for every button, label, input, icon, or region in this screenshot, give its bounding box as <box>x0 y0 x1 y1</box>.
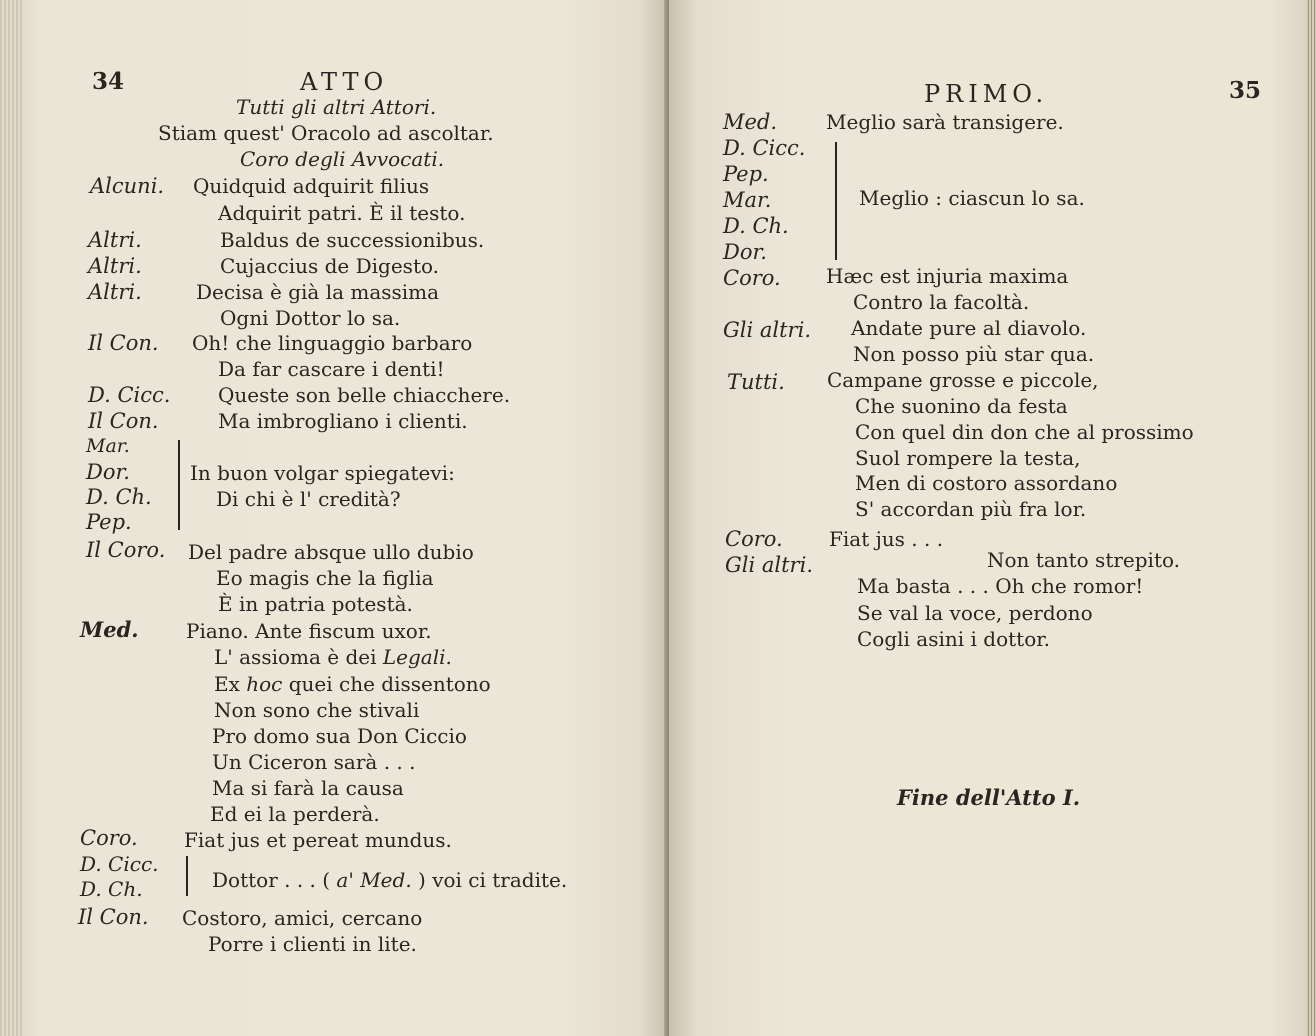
verse-line: Oh! che linguaggio barbaro <box>192 331 473 355</box>
stage-heading: Coro degli Avvocati. <box>240 147 445 171</box>
verse-line: Andate pure al diavolo. <box>851 316 1087 340</box>
speaker: Dor. <box>86 460 130 484</box>
verse-line: Piano. Ante fiscum uxor. <box>186 619 432 643</box>
verse-line: Che suonino da festa <box>855 394 1068 418</box>
verse-text: quei che dissentono <box>282 672 491 696</box>
speaker: D. Cicc. <box>723 136 806 160</box>
speaker: Il Con. <box>88 409 159 433</box>
verse-line <box>214 672 491 696</box>
speaker: Il Coro. <box>86 538 166 562</box>
act-end-note: Fine dell'Atto I. <box>897 785 1081 810</box>
speaker: Pep. <box>723 162 769 186</box>
verse-line: Decisa è già la massima <box>196 280 440 304</box>
verse-line: Adquirit patri. È il testo. <box>218 201 466 225</box>
speaker-brace <box>178 440 180 530</box>
verse-line: Non posso più star qua. <box>853 342 1095 366</box>
page-edge <box>1306 0 1316 1036</box>
verse-line: Non sono che stivali <box>214 698 420 722</box>
verse-line: In buon volgar spiegatevi: <box>190 461 455 485</box>
verse-text: Dottor . . . ( <box>212 868 337 892</box>
speaker: Alcuni. <box>90 174 165 198</box>
speaker: Dor. <box>723 240 767 264</box>
verse-line: S' accordan più fra lor. <box>855 497 1087 521</box>
verse-line: Da far cascare i denti! <box>218 357 445 381</box>
verse-line <box>214 645 452 669</box>
speaker: Coro. <box>723 266 781 290</box>
speaker: Mar. <box>723 188 772 212</box>
verse-line: Suol rompere la testa, <box>855 446 1081 470</box>
verse-italic: hoc <box>246 672 283 696</box>
speaker: Il Con. <box>88 331 159 355</box>
verse-line: Ed ei la perderà. <box>210 802 380 826</box>
speaker: Altri. <box>88 280 142 304</box>
speaker: D. Ch. <box>723 214 789 238</box>
speaker-brace <box>186 856 188 896</box>
page-number: 34 <box>92 68 125 95</box>
speaker: Il Con. <box>78 905 149 929</box>
verse-line: Meglio : ciascun lo sa. <box>859 186 1085 210</box>
speaker: Gli altri. <box>725 553 813 577</box>
speaker: Altri. <box>88 254 142 278</box>
verse-line <box>212 868 567 892</box>
running-head: PRIMO. <box>924 80 1049 108</box>
verse-line: Quidquid adquirit filius <box>193 174 430 198</box>
verse-line: Se val la voce, perdono <box>857 601 1093 625</box>
verse-line: Baldus de successionibus. <box>220 228 485 252</box>
verse-line: Stiam quest' Oracolo ad ascoltar. <box>158 121 494 145</box>
stage-heading: Tutti gli altri Attori. <box>236 95 437 119</box>
verse-line: Ogni Dottor lo sa. <box>220 306 401 330</box>
verse-line: Queste son belle chiacchere. <box>218 383 511 407</box>
speaker: D. Cicc. <box>88 383 171 407</box>
speaker: Coro. <box>80 826 138 850</box>
verse-line: Ma basta . . . Oh che romor! <box>857 574 1144 598</box>
verse-italic: Legali. <box>382 645 452 669</box>
speaker: Coro. <box>725 527 783 551</box>
speaker: Mar. <box>86 435 130 457</box>
verse-line: Men di costoro assordano <box>855 471 1118 495</box>
verse-line: Non tanto strepito. <box>987 548 1181 572</box>
speaker-brace <box>835 142 837 260</box>
verse-line: Di chi è l' credità? <box>216 487 401 511</box>
verse-line: Porre i clienti in lite. <box>208 932 417 956</box>
verse-line: È in patria potestà. <box>218 592 413 616</box>
stage-direction: a' Med. <box>336 868 412 892</box>
speaker: Med. <box>80 617 139 642</box>
speaker: D. Cicc. <box>80 852 159 876</box>
verse-line: Fiat jus et pereat mundus. <box>184 828 452 852</box>
verse-line: Hæc est injuria maxima <box>826 264 1069 288</box>
verse-line: Costoro, amici, cercano <box>182 906 423 930</box>
speaker: D. Ch. <box>80 877 143 901</box>
verse-line: Eo magis che la figlia <box>216 566 434 590</box>
right-page <box>669 0 1316 1036</box>
running-head: ATTO <box>300 68 389 96</box>
verse-line: Con quel din don che al prossimo <box>855 420 1194 444</box>
page-number: 35 <box>1229 77 1262 104</box>
verse-text: L' assioma è dei <box>214 645 383 669</box>
speaker: Med. <box>723 110 778 134</box>
verse-line: Contro la facoltà. <box>853 290 1030 314</box>
verse-line: Cogli asini i dottor. <box>857 627 1050 651</box>
verse-text: Ex <box>214 672 247 696</box>
verse-line: Pro domo sua Don Ciccio <box>212 724 467 748</box>
verse-text: ) voi ci tradite. <box>411 868 568 892</box>
page-edge <box>0 0 22 1036</box>
verse-line: Campane grosse e piccole, <box>827 368 1099 392</box>
speaker: Tutti. <box>727 370 785 394</box>
verse-line: Meglio sarà transigere. <box>826 110 1064 134</box>
verse-line: Del padre absque ullo dubio <box>188 540 474 564</box>
verse-line: Un Ciceron sarà . . . <box>212 750 416 774</box>
verse-line: Ma imbrogliano i clienti. <box>218 409 468 433</box>
speaker: Altri. <box>88 228 142 252</box>
verse-line: Fiat jus . . . <box>829 527 944 551</box>
verse-line: Ma si farà la causa <box>212 776 404 800</box>
speaker: D. Ch. <box>86 485 152 509</box>
speaker: Pep. <box>86 510 132 534</box>
verse-line: Cujaccius de Digesto. <box>220 254 440 278</box>
speaker: Gli altri. <box>723 318 811 342</box>
